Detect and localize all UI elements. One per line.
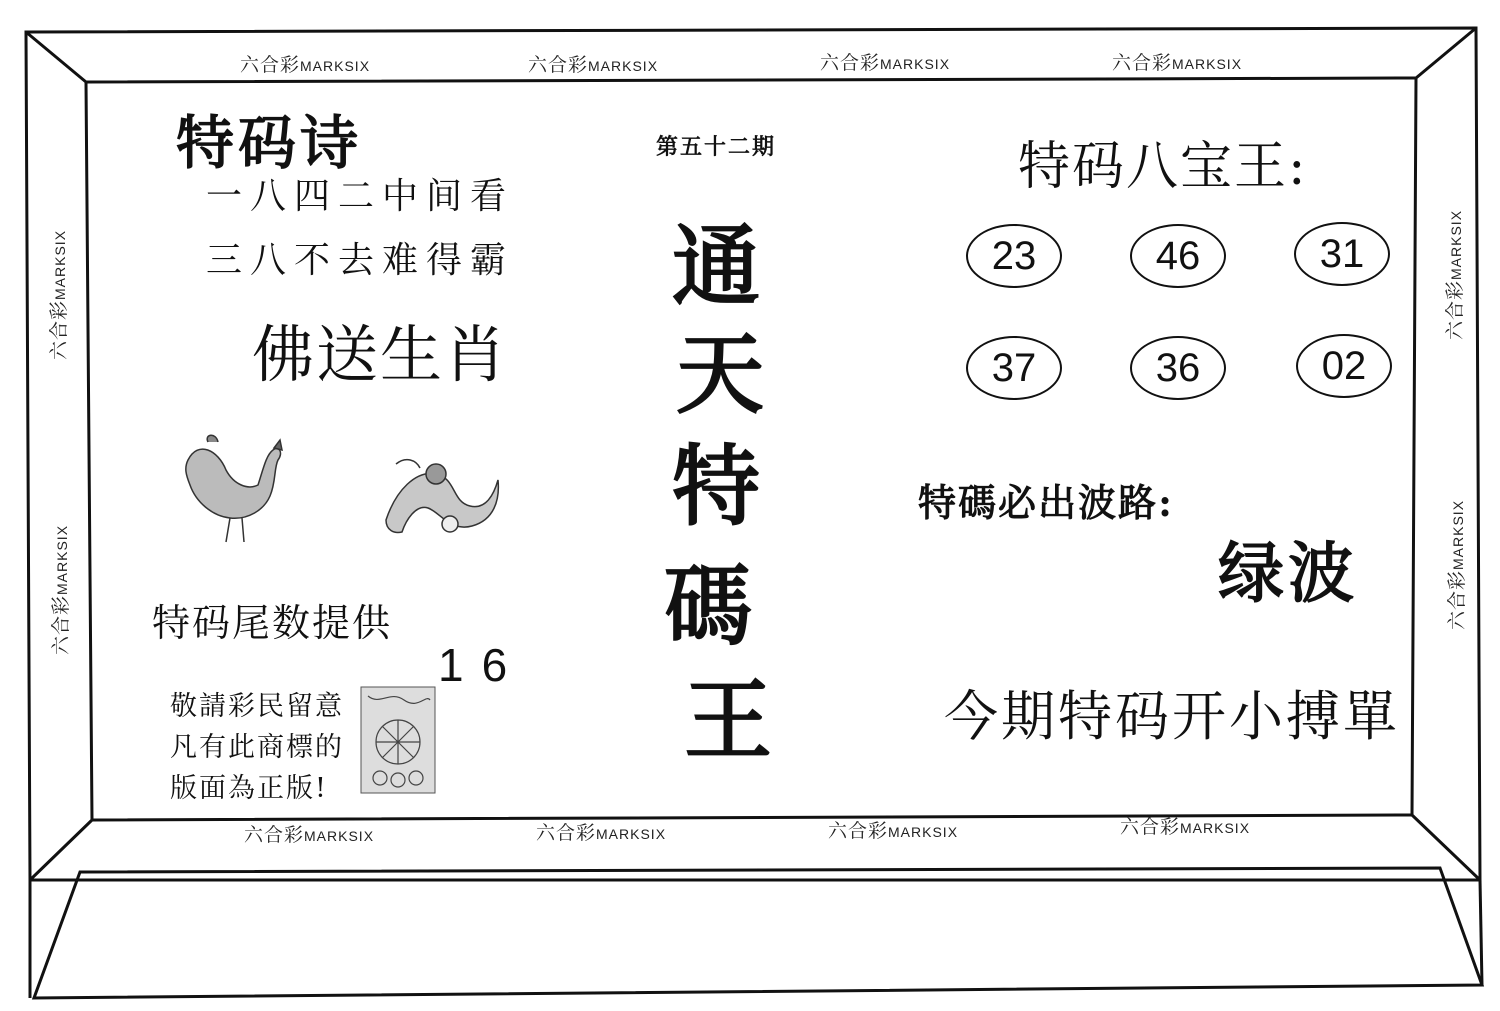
- bao-number-2: 46: [1130, 224, 1226, 288]
- bao-number-1: 23: [966, 224, 1062, 288]
- watermark-left-1: 六合彩MARKSIX: [48, 229, 70, 360]
- notice-line-3: 版面為正版!: [170, 773, 328, 804]
- trademark-stamp-icon: [360, 686, 436, 794]
- center-title-char-3: 特: [672, 434, 761, 538]
- dragon-icon: [376, 450, 504, 542]
- watermark-top-3: 六合彩MARKSIX: [820, 52, 951, 74]
- center-title-char-4: 碼: [664, 554, 753, 658]
- watermark-left-2: 六合彩MARKSIX: [50, 524, 72, 655]
- notice-line-1: 敬請彩民留意: [170, 691, 344, 722]
- wave-value: 绿波: [1218, 534, 1358, 612]
- watermark-bottom-1: 六合彩MARKSIX: [244, 824, 375, 846]
- zodiac-title: 佛送生肖: [252, 318, 509, 391]
- poem-line-2: 三八不去难得霸: [206, 240, 515, 281]
- center-title-char-2: 天: [676, 322, 765, 426]
- tail-value: 16: [438, 639, 526, 691]
- notice-block: [170, 686, 344, 809]
- wave-label: 特碼必出波路:: [918, 480, 1175, 525]
- watermark-top-2: 六合彩MARKSIX: [528, 54, 659, 76]
- bao-number-6: 02: [1296, 334, 1392, 398]
- center-title-char-1: 通: [672, 214, 761, 318]
- bao-number-4: 37: [966, 336, 1062, 400]
- watermark-top-1: 六合彩MARKSIX: [240, 54, 371, 76]
- center-title-char-5: 王: [684, 668, 773, 772]
- watermark-bottom-3: 六合彩MARKSIX: [828, 820, 959, 842]
- watermark-right-1: 六合彩MARKSIX: [1444, 209, 1466, 340]
- bao-title: 特码八宝王:: [1018, 137, 1308, 197]
- watermark-bottom-4: 六合彩MARKSIX: [1120, 816, 1251, 838]
- tail-label: 特码尾数提供: [152, 601, 393, 645]
- rooster-icon: [178, 430, 288, 548]
- issue-number: 第五十二期: [656, 134, 777, 160]
- watermark-bottom-2: 六合彩MARKSIX: [536, 822, 667, 844]
- poem-title: 特码诗: [176, 109, 363, 177]
- notice-line-2: 凡有此商標的: [170, 732, 344, 763]
- bao-number-5: 36: [1130, 336, 1226, 400]
- watermark-right-2: 六合彩MARKSIX: [1446, 499, 1468, 630]
- bottom-prediction: 今期特码开小搏單: [944, 685, 1400, 748]
- bao-number-3: 31: [1294, 222, 1390, 286]
- watermark-top-4: 六合彩MARKSIX: [1112, 52, 1243, 74]
- poem-line-1: 一八四二中间看: [206, 176, 515, 217]
